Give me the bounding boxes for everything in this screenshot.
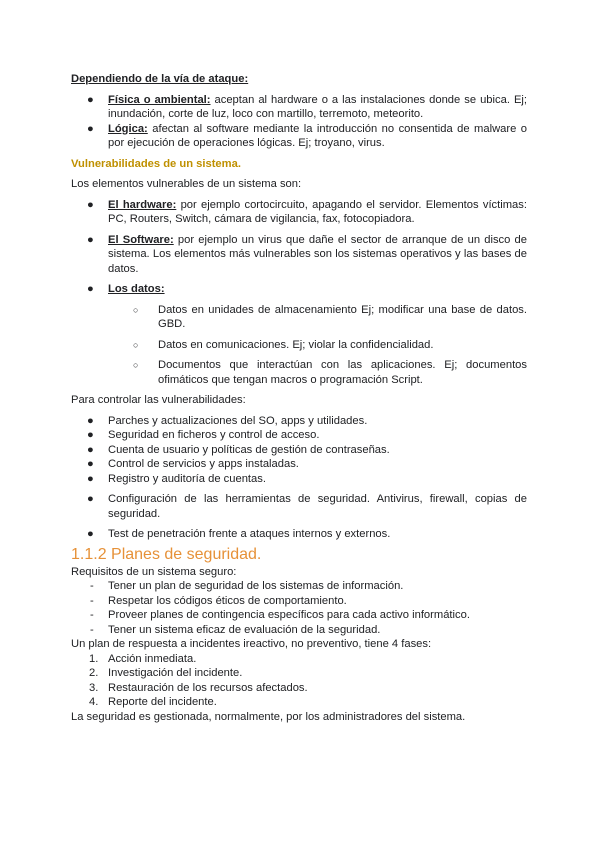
item-text: por ejemplo cortocircuito, apagando el servidor. Elementos víctimas: PC, Routers, Switch, cámara de vigilancia, fax, fotocopiadora. (108, 198, 527, 225)
list-number: 3. (89, 681, 99, 694)
list-item-hardware (71, 198, 527, 227)
sublist-item: ○ Documentos que interactúan con las aplicaciones. Ej; documentos ofimáticos que tengan macros o programación Script. (133, 359, 527, 386)
bullet-icon: ● (87, 528, 94, 540)
section-heading-planes: 1.1.2 Planes de seguridad. (71, 545, 262, 563)
list-item: ● Test de penetración frente a ataques internos y externos. (87, 528, 391, 540)
item-label: El Software: (108, 233, 174, 246)
item-text: aceptan al hardware o a las instalaciones donde se ubica. Ej; inundación, corte de luz, loco con martillo, terremoto, meteorito. (108, 93, 527, 120)
list-item: 3. Restauración de los recursos afectados. (89, 681, 308, 694)
list-item: ● Parches y actualizaciones del SO, apps y utilidades. (87, 414, 368, 427)
bullet-icon: ● (87, 429, 94, 441)
list-number: 1. (89, 652, 99, 665)
bullet-icon: ● (87, 493, 94, 505)
item-text: afectan al software mediante la introducción no consentida de malware o por ejecución de operaciones lógicas. Ej; troyano, virus. (108, 122, 527, 149)
item-text: por ejemplo un virus que dañe el sector de arranque de un disco de sistema. Los elementos más vulnerables son los sistemas operativos y las bases de datos. (108, 233, 527, 275)
list-number: 2. (89, 667, 99, 679)
item-label: Los datos: (108, 283, 165, 295)
list-item: ● Registro y auditoría de cuentas. (87, 472, 266, 485)
phases-list (71, 652, 527, 710)
list-item: - Respetar los códigos éticos de comportamiento. (90, 594, 347, 607)
data-sublist (71, 303, 527, 388)
list-item: ● Seguridad en ficheros y control de acceso. (87, 429, 320, 441)
attack-path-list (71, 93, 527, 151)
bullet-icon: ● (87, 458, 94, 470)
bullet-icon: ● (87, 233, 94, 246)
list-item: ● Configuración de las herramientas de seguridad. Antivirus, firewall, copias de seguridad. (87, 493, 527, 520)
item-label: El hardware: (108, 198, 177, 211)
list-number: 4. (89, 696, 99, 708)
circle-icon: ○ (133, 339, 139, 350)
dash-icon: - (90, 609, 94, 621)
controls-list (71, 414, 527, 542)
response-intro: Un plan de respuesta a incidentes ireactivo, no preventivo, tiene 4 fases: (71, 638, 432, 650)
bullet-icon: ● (87, 414, 94, 427)
requirements-list (71, 579, 527, 637)
list-item: ● Cuenta de usuario y políticas de gestión de contraseñas. (87, 443, 390, 456)
list-item: ● Control de servicios y apps instaladas. (87, 458, 299, 470)
circle-icon: ○ (133, 304, 139, 315)
closing-text: La seguridad es gestionada, normalmente, por los administradores del sistema. (71, 710, 466, 723)
dash-icon: - (90, 580, 94, 592)
list-item-software (71, 233, 527, 277)
list-item-datos (71, 282, 527, 297)
bullet-icon: ● (87, 198, 94, 211)
dash-icon: - (90, 623, 94, 636)
requirements-intro: Requisitos de un sistema seguro: (71, 565, 237, 578)
list-item: - Tener un plan de seguridad de los sistemas de información. (90, 580, 404, 592)
list-item: 1. Acción inmediata. (89, 652, 197, 665)
circle-icon: ○ (133, 360, 139, 370)
bullet-icon: ● (87, 443, 94, 456)
list-item-logica (71, 122, 527, 151)
sublist-item: ○ Datos en unidades de almacenamiento Ej; modificar una base de datos. GBD. (133, 303, 527, 330)
list-item-fisica (71, 93, 527, 122)
list-item: - Tener un sistema eficaz de evaluación de la seguridad. (90, 623, 381, 636)
vulnerabilities-intro: Los elementos vulnerables de un sistema son: (71, 178, 302, 190)
list-item: 2. Investigación del incidente. (89, 667, 243, 679)
list-item: 4. Reporte del incidente. (89, 696, 217, 708)
vulnerable-elements-list (71, 198, 527, 297)
controls-intro: Para controlar las vulnerabilidades: (71, 394, 246, 406)
sublist-item: ○ Datos en comunicaciones. Ej; violar la confidencialidad. (133, 338, 434, 351)
document-page (71, 72, 527, 724)
dash-icon: - (90, 594, 94, 607)
bullet-icon: ● (87, 472, 94, 485)
vulnerabilities-heading: Vulnerabilidades de un sistema. (71, 157, 241, 170)
bullet-icon: ● (87, 93, 94, 106)
attack-path-heading: Dependiendo de la vía de ataque: (71, 73, 249, 85)
list-item: - Proveer planes de contingencia específicos para cada activo informático. (90, 609, 470, 621)
item-label: Lógica: (108, 122, 148, 135)
bullet-icon: ● (87, 122, 94, 135)
bullet-icon: ● (87, 283, 94, 295)
item-label: Física o ambiental: (108, 93, 211, 106)
